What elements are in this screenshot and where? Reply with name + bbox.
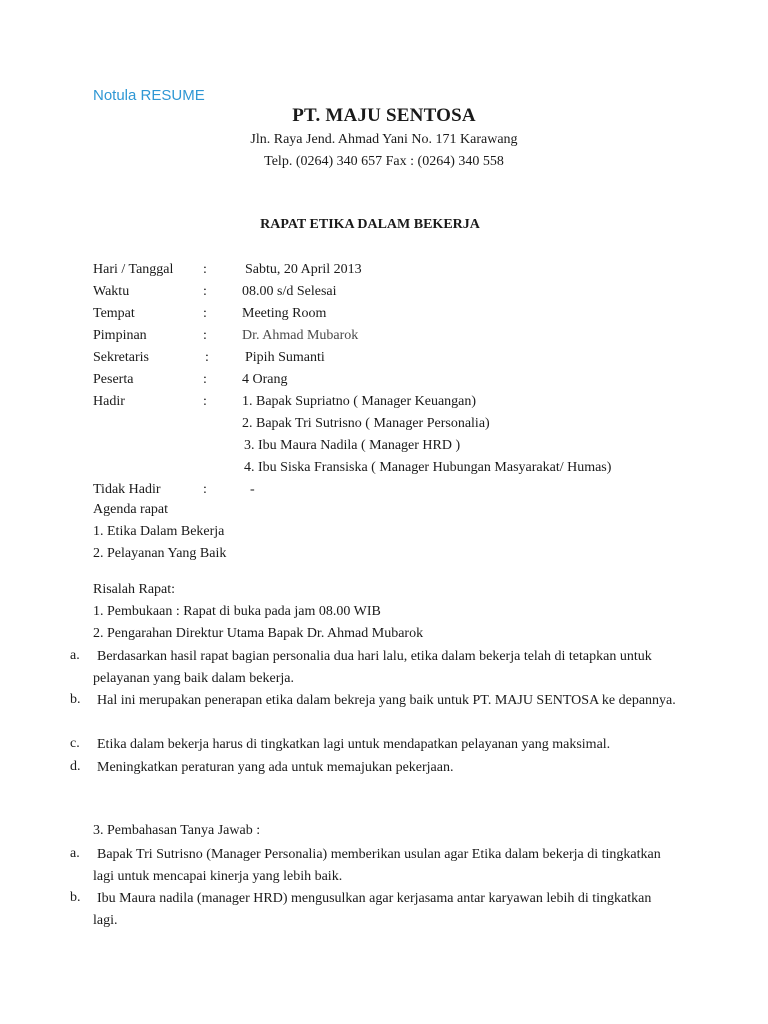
detail-colon: : [203,262,207,277]
detail-colon: : [203,394,207,409]
point-text: Meningkatkan peraturan yang ada untuk memajukan pekerjaan. [97,760,454,775]
point-text: Hal ini merupakan penerapan etika dalam bekreja yang baik untuk PT. MAJU SENTOSA ke depannya. [97,693,676,708]
list-item-text [93,690,688,712]
detail-colon: : [203,328,207,343]
minutes-item-opening: 1. Pembukaan : Rapat di buka pada jam 08.00 WIB [93,604,381,619]
attendee-item: 4. Ibu Siska Fransiska ( Manager Hubungan Masyarakat/ Humas) [244,460,612,475]
list-item-text [93,734,713,756]
detail-value-place: Meeting Room [242,306,327,321]
detail-label: Sekretaris [93,350,149,365]
company-address: Jln. Raya Jend. Ahmad Yani No. 171 Karawang [250,132,518,147]
detail-label: Hari / Tanggal [93,262,174,277]
detail-label: Hadir [93,394,125,409]
attendee-item: 3. Ibu Maura Nadila ( Manager HRD ) [244,438,461,453]
detail-colon: : [203,306,207,321]
detail-colon: : [203,482,207,497]
detail-label: Tempat [93,306,135,321]
detail-label: Peserta [93,372,134,387]
agenda-item: 2. Pelayanan Yang Baik [93,546,227,561]
list-marker: a. [70,846,80,861]
attendee-item: 1. Bapak Supriatno ( Manager Keuangan) [242,394,477,409]
agenda-item: 1. Etika Dalam Bekerja [93,524,225,539]
detail-value-date: Sabtu, 20 April 2013 [245,262,362,277]
detail-value-leader: Dr. Ahmad Mubarok [242,328,359,343]
point-text: Etika dalam bekerja harus di tingkatkan lagi untuk mendapatkan pelayanan yang maksimal. [97,737,611,752]
list-marker: b. [70,890,81,905]
notula-label: Notula RESUME [93,87,205,104]
list-item-text [93,757,713,779]
attendee-item: 2. Bapak Tri Sutrisno ( Manager Personalia) [242,416,490,431]
meeting-title: RAPAT ETIKA DALAM BEKERJA [260,217,480,232]
detail-colon: : [205,350,209,365]
company-name: PT. MAJU SENTOSA [292,105,476,126]
list-marker: d. [70,759,81,774]
detail-colon: : [203,284,207,299]
list-marker: a. [70,648,80,663]
minutes-heading: Risalah Rapat: [93,582,176,597]
point-text: Ibu Maura nadila (manager HRD) mengusulkan agar kerjasama antar karyawan lebih di tingkatkan lagi. [93,891,652,928]
detail-value-time: 08.00 s/d Selesai [242,284,337,299]
agenda-heading: Agenda rapat [93,502,169,517]
detail-label: Waktu [93,284,130,299]
detail-value-secretary: Pipih Sumanti [245,350,325,365]
detail-label: Pimpinan [93,328,147,343]
detail-label: Tidak Hadir [93,482,161,497]
minutes-item-direction: 2. Pengarahan Direktur Utama Bapak Dr. Ahmad Mubarok [93,626,424,641]
detail-value-absent: - [250,482,255,497]
company-phone: Telp. (0264) 340 657 Fax : (0264) 340 558 [264,154,504,169]
list-item-text [93,844,673,888]
point-text: Berdasarkan hasil rapat bagian personalia dua hari lalu, etika dalam bekerja telah di tetapkan untuk pelayanan yang baik dalam bekerja. [93,649,652,686]
list-marker: c. [70,736,80,751]
minutes-item-qa: 3. Pembahasan Tanya Jawab : [93,823,261,838]
list-item-text [93,646,688,690]
point-text: Bapak Tri Sutrisno (Manager Personalia) memberikan usulan agar Etika dalam bekerja di tingkatkan lagi untuk mencapai kinerja yang lebih baik. [93,847,661,884]
list-marker: b. [70,692,81,707]
detail-colon: : [203,372,207,387]
detail-value-participants: 4 Orang [242,372,288,387]
list-item-text [93,888,658,932]
